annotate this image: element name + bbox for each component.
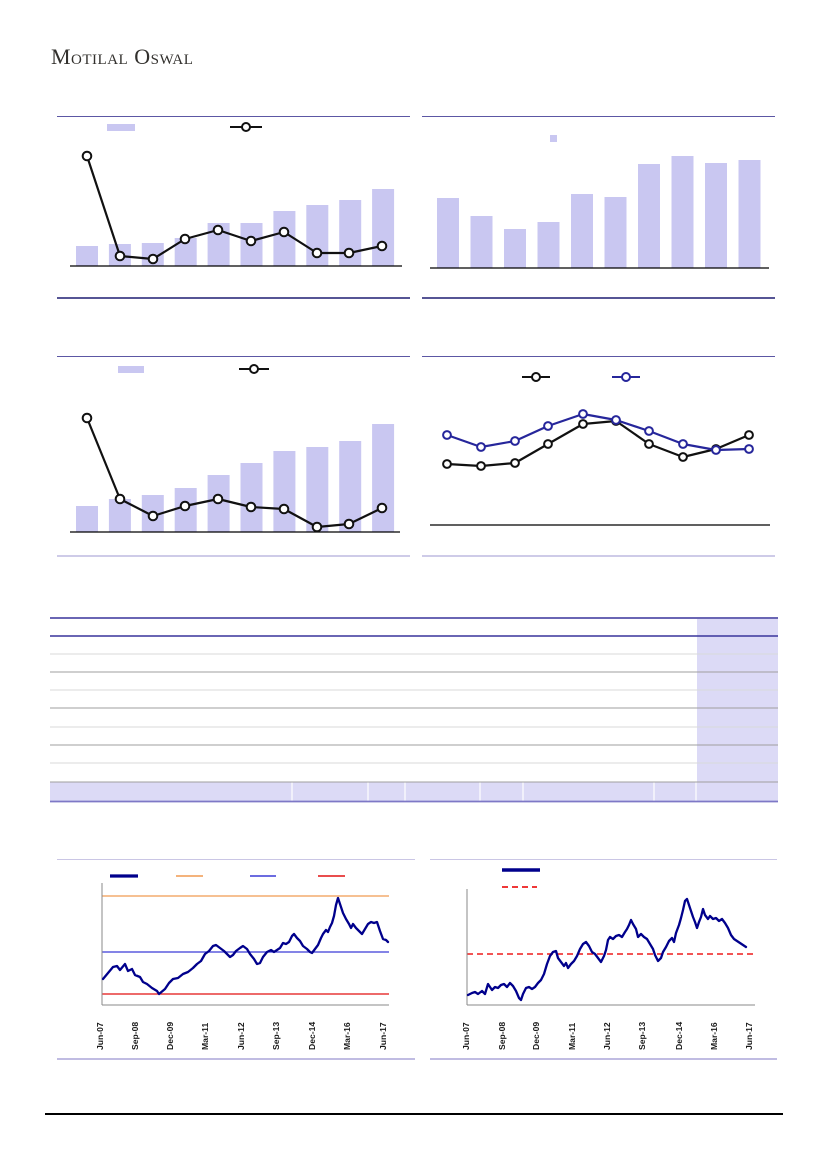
x-tick-label: Dec-14: [674, 1021, 684, 1050]
bar: [471, 216, 493, 268]
series-marker: [544, 440, 552, 448]
series-marker: [511, 459, 519, 467]
mid-left-bar-line-chart: [57, 356, 410, 557]
footer-row-band: [50, 782, 778, 801]
legend-marker: [250, 365, 258, 373]
series-marker: [149, 512, 158, 521]
series-line: [103, 898, 388, 994]
series-marker: [378, 504, 387, 513]
legend-bar-swatch: [118, 366, 144, 373]
series-marker: [83, 414, 92, 423]
x-tick-label: Dec-09: [165, 1021, 175, 1050]
x-tick-label: Jun-07: [95, 1022, 105, 1050]
series-marker: [511, 437, 519, 445]
series-marker: [313, 249, 322, 258]
series-marker: [214, 226, 223, 235]
series-line: [447, 414, 749, 450]
bar: [638, 164, 660, 268]
bottom-left-valuation-band-chart: [57, 859, 415, 1060]
bar: [605, 197, 627, 268]
legend-marker: [532, 373, 540, 381]
series-marker: [280, 228, 289, 237]
series-marker: [745, 445, 753, 453]
series-marker: [443, 460, 451, 468]
legend-marker: [242, 123, 250, 131]
series-marker: [745, 431, 753, 439]
x-tick-label: Mar-16: [709, 1022, 719, 1050]
x-tick-label: Sep-08: [130, 1021, 140, 1050]
series-marker: [247, 237, 256, 246]
series-marker: [345, 249, 354, 258]
top-left-bar-line-chart: [57, 116, 410, 299]
x-tick-label: Jun-17: [744, 1022, 754, 1050]
legend-bar-swatch: [550, 135, 557, 142]
bar: [571, 194, 593, 268]
bar: [705, 163, 727, 268]
top-right-bar-chart: [422, 116, 775, 299]
series-marker: [679, 440, 687, 448]
x-tick-label: Dec-14: [307, 1021, 317, 1050]
series-marker: [378, 242, 387, 251]
x-tick-label: Jun-12: [602, 1022, 612, 1050]
bar: [306, 447, 328, 532]
series-marker: [280, 505, 289, 514]
x-tick-label: Jun-12: [236, 1022, 246, 1050]
series-marker: [579, 420, 587, 428]
series-marker: [149, 255, 158, 264]
series-marker: [345, 520, 354, 529]
bar: [672, 156, 694, 268]
series-line: [87, 156, 382, 259]
bar: [739, 160, 761, 268]
bar: [437, 198, 459, 268]
bar: [273, 451, 295, 532]
bar: [273, 211, 295, 266]
motilal-oswal-logo: Motilal Oswal: [51, 44, 194, 69]
bottom-right-relative-line-chart: [430, 859, 777, 1060]
series-marker: [579, 410, 587, 418]
series-marker: [612, 416, 620, 424]
legend-marker: [622, 373, 630, 381]
bar: [504, 229, 526, 268]
bar: [372, 189, 394, 266]
bar: [76, 506, 98, 532]
series-marker: [116, 252, 125, 261]
series-marker: [712, 446, 720, 454]
series-marker: [247, 503, 256, 512]
series-marker: [116, 495, 125, 504]
x-tick-label: Jun-07: [461, 1022, 471, 1050]
bar: [339, 441, 361, 532]
x-tick-label: Sep-13: [637, 1021, 647, 1050]
series-marker: [544, 422, 552, 430]
highlight-column: [697, 619, 778, 782]
x-tick-label: Mar-11: [567, 1022, 577, 1050]
series-line: [447, 421, 749, 466]
legend-bar-swatch: [107, 124, 135, 131]
series-marker: [443, 431, 451, 439]
bar: [241, 463, 263, 532]
footer-divider: [45, 1113, 783, 1115]
x-tick-label: Dec-09: [531, 1021, 541, 1050]
series-line: [87, 418, 382, 527]
financials-table: [50, 617, 778, 803]
x-tick-label: Jun-17: [378, 1022, 388, 1050]
series-line: [468, 899, 746, 1000]
series-marker: [477, 443, 485, 451]
bar: [76, 246, 98, 266]
mid-right-two-line-chart: [422, 356, 775, 557]
x-tick-label: Sep-13: [271, 1021, 281, 1050]
series-marker: [645, 440, 653, 448]
series-marker: [181, 235, 190, 244]
bar: [538, 222, 560, 268]
x-tick-label: Mar-11: [200, 1022, 210, 1050]
x-tick-label: Mar-16: [342, 1022, 352, 1050]
series-marker: [313, 523, 322, 532]
series-marker: [679, 453, 687, 461]
series-marker: [214, 495, 223, 504]
series-marker: [83, 152, 92, 161]
x-tick-label: Sep-08: [497, 1021, 507, 1050]
series-marker: [181, 502, 190, 511]
bar: [372, 424, 394, 532]
series-marker: [477, 462, 485, 470]
series-marker: [645, 427, 653, 435]
